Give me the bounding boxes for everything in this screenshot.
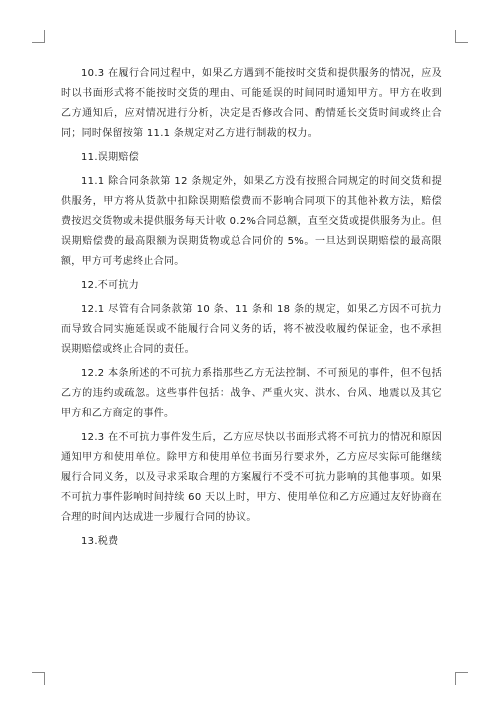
- crop-mark-bottom-left: [32, 672, 45, 685]
- clause-12-1: 12.1 尽管有合同条款第 10 条、11 条和 18 条的规定，如果乙方因不可抗力而导致合同实施延误或不能履行合同义务的话，将不被没收履约保证金，也不承担误期赔偿或终止合同的责任。: [61, 304, 442, 355]
- clause-12-3: 12.3 在不可抗力事件发生后，乙方应尽快以书面形式将不可抗力的情况和原因通知甲方和使用单位。除甲方和使用单位书面另行要求外，乙方应尽实际可能继续履行合同义务，以及寻求采取合理的方案履行不受不可抗力影响的其他事项。如果不可抗力事件影响时间持续 60 天以上时，甲方、使用单位和乙方应通过友好协商在合理的时间内达成进一步履行合同的协议。: [61, 432, 442, 523]
- section-heading-13: 13.税费: [81, 536, 119, 547]
- clause-12-2: 12.2 本条所述的不可抗力系指那些乙方无法控制、不可预见的事件，但不包括乙方的违约或疏忽。这些事件包括：战争、严重火灾、洪水、台风、地震以及其它甲方和乙方商定的事件。: [61, 368, 442, 419]
- clause-11-1: 11.1 除合同条款第 12 条规定外，如果乙方没有按照合同规定的时间交货和提供服务，甲方将从货款中扣除误期赔偿费而不影响合同项下的其他补救方法，赔偿费按迟交货物或未提供服务每天计收 0.2%合同总额，直至交货或提供服务为止。但误期赔偿费的最高限额为误期货物或总合同价的 5%。一旦达到误期赔偿的最高限额，甲方可考虑终止合同。: [61, 176, 442, 267]
- section-heading-11: 11.误期赔偿: [81, 152, 140, 163]
- document-body: [61, 64, 442, 556]
- crop-mark-top-left: [32, 30, 45, 43]
- clause-10-3: 10.3 在履行合同过程中，如果乙方遇到不能按时交货和提供服务的情况，应及时以书面形式将不能按时交货的理由、可能延误的时间同时通知甲方。甲方在收到乙方通知后，应对情况进行分析，决定是否修改合同、酌情延长交货时间或终止合同；同时保留按第 11.1 条规定对乙方进行制裁的权力。: [61, 68, 442, 139]
- crop-mark-bottom-right: [455, 672, 468, 685]
- section-heading-12: 12.不可抗力: [81, 280, 140, 291]
- crop-mark-top-right: [455, 30, 468, 43]
